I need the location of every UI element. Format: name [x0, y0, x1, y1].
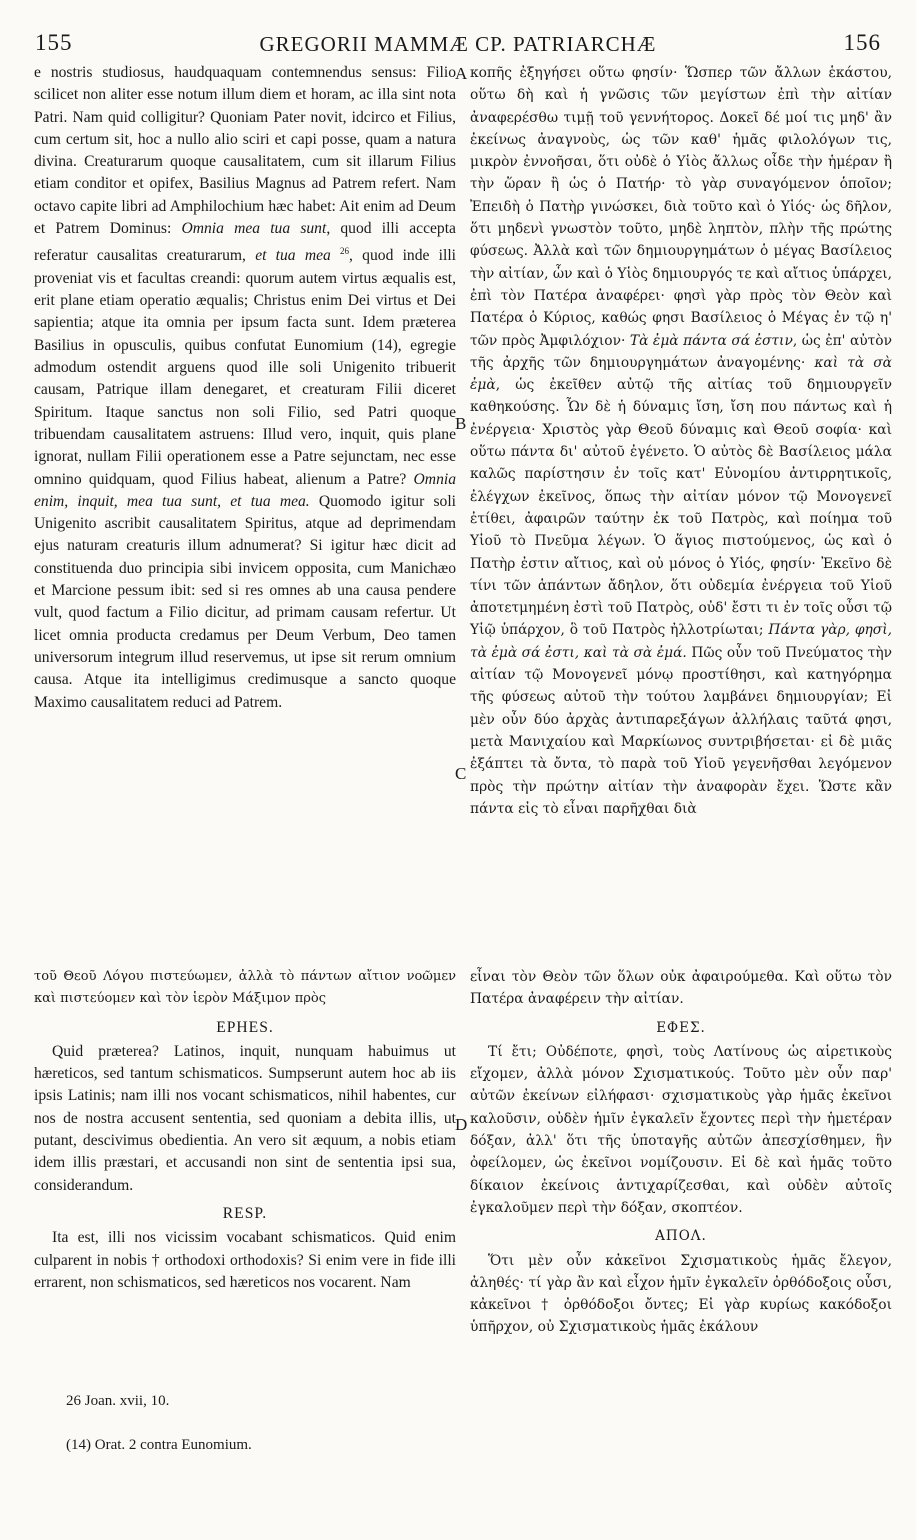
- greek-tail: εἶναι τὸν Θεὸν τῶν ὅλων οὐκ ἀφαιρούμεθα. Καὶ οὕτω τὸν Πατέρα ἀναφέρειν τὴν αἰτίαν.: [470, 969, 892, 1008]
- greek-text: κοπῆς ἐξηγήσει οὕτω φησίν· Ὥσπερ τῶν ἄλλων ἑκάστου, οὕτω δὴ καὶ ἡ γνῶσις τῶν μεγίστων ἐπὶ τὴν αἰτίαν ἀναφερέσθω τιμῇ τοῦ γεννήτορος. Δοκεῖ δέ μοί τις μηδ' ἂν ἐκείνως ἀναγνοὺς, ὡς τῶν καθ' ἡμᾶς φιλολόγων τις, μικρὸν ἐννοῆσαι, ὅτι οὐδὲ ὁ Υἱὸς ἄλλως οἶδε τὴν ἡμέραν ἢ τὴν ὥραν ἢ ὡς ὁ Πατήρ· τὸ γὰρ συναγόμενον ὁποῖον; Ἐπειδὴ ὁ Πατὴρ γινώσκει, διὰ τοῦτο καὶ ὁ Υἱός· ὡς δῆλον, ὅτι μηδενὶ γνωστὸν τοῦτο, μηδὲ ληπτὸν, πλὴν τῆς πρώτης φύσεως. Ἀλλὰ καὶ τῶν δημιουργημάτων ὁ μέγας Βασίλειος τὴν αἰτίαν, ὧν καὶ ὁ Υἱὸς δημιουργός τε καὶ αἴτιος ὑπάρχει, ἐπὶ τὸν Πατέρα ἀναφέρει· φησὶ γὰρ πρὸς τὸν Θεὸν καὶ Πατέρα ὁ Κύριος, καθώς φησι Βασίλειος ὁ Μέγας ἐν τῷ η' τῶν πρὸς Ἀμφιλόχιον·: [470, 65, 892, 349]
- footnote-1: 26 Joan. xvii, 10.: [66, 1393, 170, 1409]
- resp-latin: Ita est, illi nos vicissim vocabant schismaticos. Quid enim culparent in nobis † orthodoxi orthodoxis? Si enim vere in fide illi errarent, non schismaticos, sed hæreticos nos vocarent. Nam: [34, 1229, 456, 1291]
- ephes-latin: Quid præterea? Latinos, inquit, nunquam habuimus ut hæreticos, sed tantum schismaticos. Sumpserunt autem hoc ab iis ipsis Latinis; nam illi nos vocant schismaticos, nihil habentes, cur nos de nostra accusent sententia, sed quoniam a debita illis, ut putant, descivimus obedientia. An vero sit æquum, a nobis etiam idem illis præstari, et accusandi non sint de sententia ipsi sua, considerandum.: [34, 1042, 456, 1194]
- ephes-heading-greek: ΕΦΕΣ.: [656, 1019, 706, 1036]
- greek-text: , ὡς ἐκεῖθεν αὐτῷ τῆς αἰτίας τοῦ δημιουργεῖν καθηκούσης. Ὧν δὲ ἡ δύναμις ἴση, ἴση που πάντως καὶ ἡ ἐνέργεια· Χριστὸς γὰρ Θεοῦ δύναμις καὶ Θεοῦ σοφία· καὶ οὕτω πάντα δι' αὐτοῦ ἐγένετο. Ὁ αὐτὸς δὲ Βασίλειος μάλα καλῶς παρίστησιν ἐν τοῖς κατ' Εὐνομίου ἀντιρρητικοῖς, ἐλέγχων ἐκεῖνος, ὅπως τὴν αἰτίαν μόνον τῷ Μονογενεῖ ἐτίθει, ἀφαιρῶν ταύτην ἐκ τοῦ Πατρὸς, καὶ ποίημα τοῦ Υἱοῦ τὸ Πνεῦμα λέγων. Ὁ ἅγιος πιστούμενος, ὡς καὶ ὁ Πατὴρ ἐστιν αἴτιος, καὶ οὐ μόνος ὁ Υἱός, φησίν· Ἐκεῖνο δὲ τίνι τῶν ἁπάντων ἄδηλον, ὅτι οὐδεμία ἐνέργεια τοῦ Υἱοῦ ἀποτετμημένη ἐστὶ τοῦ Πατρὸς, οὐδ' ἔστι τι ἐν τοῖς οὖσι τῷ Υἱῷ ὑπάρχον, ὃ τοῦ Πατρὸς ἠλλοτρίωται;: [470, 377, 892, 639]
- running-head: GREGORII MAMMÆ CP. PATRIARCHÆ: [259, 32, 657, 56]
- greek-lower: [470, 966, 892, 1339]
- greek-column: [470, 62, 892, 962]
- greek-text: , ὡς ἐπ' αὐτὸν τῆς ἀρχῆς τῶν δημιουργημάτων ἀναγομένης·: [470, 332, 892, 371]
- latin-text: e nostris studiosus, haudquaquam contemnendus sensus: Filio scilicet non aliter esse notum illum diem et horam, ac illa sint nota Patri. Nam quid colligitur? Quoniam Pater novit, idcirco et Filius, cum certum sit, hoc a nullo alio sciri et capi posse, quam a natura divina. Creaturarum quoque causalitatem, cum sit illarum Filius etiam conditor et opifex, Basilius Magnus ad Patrem refert. Nam octavo capite libri ad Amphilochium hæc habet: Ait enim ad Deum et Patrem Dominus:: [34, 64, 456, 238]
- greek-text: Πῶς οὖν τοῦ Πνεύματος τὴν αἰτίαν τῷ Μονογενεῖ μόνῳ προστίθησι, καὶ κατηγόρημα τῆς φύσεως αὐτοῦ τὴν τούτου λαμβάνει δημιουργίαν; Εἰ μὲν οὖν δύο ἀρχὰς ἀντιπαρεξάγων ἀλλήλαις ταῦτά φησι, μετὰ Μανιχαίου καὶ Μαρκίωνος συντριβήσεται· εἰ δὲ μιᾶς ἐξάπτει τὰ ὄντα, τὸ παρὰ τοῦ Υἱοῦ γεγενῆσθαι λεγόμενον πρὸς τὴν πρώτην αἰτίαν τὴν ἀναφορὰν ἔχει. Ὥστε κἂν πάντα εἰς τὸ εἶναι παρῆχθαι διὰ: [470, 644, 893, 817]
- greek-quote: Τὰ ἐμὰ πάντα σά ἐστιν: [629, 332, 793, 349]
- page-header: [30, 30, 886, 64]
- footnote-ref: 26: [340, 246, 350, 257]
- latin-text: , quod inde illi proveniat vis et facultas creandi: quorum autem virtus æqualis est, erit plane etiam operatio æqualis; Christus enim Dei virtus et Dei sapientia; atque ita omnia per ipsum facta sunt. Idem præterea Basilius in opusculis, quibus confutat Eunomium (14), egregie admodum ostendit arguens quod ille soli Unigenito tribuerit causam, Patrique illam denegaret, et creaturam Filii diceret Spiritum. Itaque sanctus non soli Filio, sed Patri quoque tribuendam causalitatem astruens: Illud vero, inquit, quis plane ignorat, nullam Filii operationem esse a Patre sejunctam, nec esse omnino quidquam, quod Filius habeat, alienum a Patre?: [34, 247, 456, 488]
- latin-lower: [34, 966, 456, 1294]
- latin-quote: et tua mea: [255, 247, 331, 265]
- latin-text: Quomodo igitur soli Unigenito ascribit causalitatem Spiritus, atque ad deprimendam ejus naturam creaturis illum adnumerat? Si igitur hæc dicit ad constituenda duo principia sibi invicem opposita, cum Manichæo et Marcione pessum ibit: sed si res omnes ab una causa pendere vult, quod factum a Filio dicitur, ad primam causam refertur. Ut licet omnia producta credamus per Deum Verbum, Deo tamen universorum integrum illud reservemus, ut ipse sit rerum omnium causa. Atque ita intelligimus credimusque a sancto quoque Maximo causalitatem reduci ad Patrem.: [34, 492, 456, 711]
- margin-marker-b: B: [455, 414, 467, 433]
- apol-heading-greek: ΑΠΟΛ.: [655, 1228, 707, 1245]
- greek-quote: Πάντα γὰρ, φησὶ, τὰ ἐμὰ σά ἐστι, καὶ τὰ σὰ ἐμά.: [470, 622, 892, 661]
- greek-tail-line: τοῦ Θεοῦ Λόγου πιστεύωμεν, ἀλλὰ τὸ πάντων αἴτιον νοῶμεν καὶ πιστεύομεν καὶ τὸν ἱερὸν Μάξιμον πρὸς: [34, 969, 456, 1007]
- margin-marker-a: A: [455, 64, 468, 83]
- latin-quote: Omnia mea tua sunt: [181, 220, 327, 238]
- latin-paragraph-1: [34, 62, 456, 714]
- greek-paragraph-1: [470, 62, 892, 820]
- apol-greek: Ὅτι μὲν οὖν κἀκεῖνοι Σχισματικοὺς ἡμᾶς ἔλεγον, ἀληθές· τί γὰρ ἂν καὶ εἶχον ἡμῖν ἐγκαλεῖν ὀρθόδοξοις οὖσι, κἀκεῖνοι † ὀρθόδοξοι ὄντες; Εἰ γὰρ κυρίως κακόδοξοι ὑπῆρχον, οὐ Σχισματικοὺς ἡμᾶς ἐκάλουν: [470, 1252, 892, 1336]
- latin-column: [34, 62, 456, 962]
- page-number-right: 156: [843, 30, 881, 55]
- margin-marker-d: D: [455, 1115, 468, 1134]
- resp-heading-latin: RESP.: [222, 1204, 268, 1222]
- footnote-2: (14) Orat. 2 contra Eunomium.: [66, 1437, 252, 1453]
- margin-marker-c: C: [455, 764, 467, 783]
- ephes-heading-latin: EPHES.: [216, 1018, 274, 1036]
- ephes-greek: Τί ἔτι; Οὐδέποτε, φησὶ, τοὺς Λατίνους ὡς αἱρετικοὺς εἴχομεν, ἀλλὰ μόνον Σχισματικούς. Τοῦτο μὲν οὖν παρ' αὐτῶν ἐκείνων εἰλήφασι· σχισματικοὺς γὰρ ἡμᾶς ἐκεῖνοι καλοῦσιν, οὐδὲν ἡμῖν ἐγκαλεῖν ἔχοντες περὶ τὴν ἡμετέραν δόξαν, ἀλλ' ὅτι τῆς ὑποταγῆς αὐτῶν ἀπεσχίσθημεν, ἣν ὀφείλομεν, ὡς ἐκεῖνοι νομίζουσιν. Εἰ δὲ καὶ ἡμᾶς τοῦτο δίκαιον ἐκείνοις ἀντιχαρίζεσθαι, καὶ οὐδὲν αὐτοῖς ἐγκαλοῦμεν περὶ τὴν δόξαν, σκοπτέον.: [470, 1043, 892, 1216]
- latin-text: , quod illi accepta referatur causalitas creaturarum,: [34, 220, 456, 265]
- greek-quote: καὶ τὰ σὰ ἐμὰ: [470, 354, 892, 394]
- page-number-left: 155: [35, 30, 73, 55]
- latin-quote: Omnia enim, inquit, mea tua sunt, et tua mea.: [34, 470, 456, 510]
